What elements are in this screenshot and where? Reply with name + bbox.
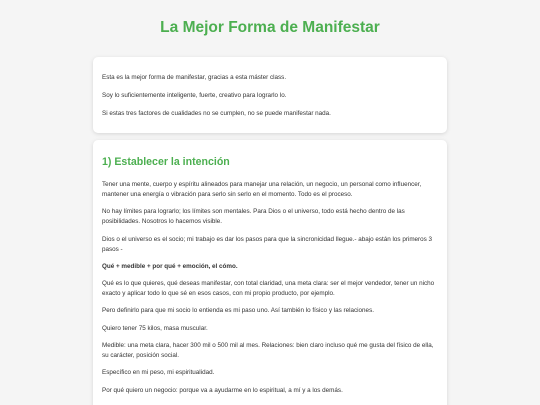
section-paragraph: No hay límites para lograrlo; los límites son mentales. Para Dios o el universo, todo está hecho dentro de las posibilidades. Nosotros lo hacemos visible. — [102, 208, 405, 226]
section-paragraph: Qué es lo que quieres, qué deseas manifestar, con total claridad, una meta clara: ser el mejor vendedor, tener un nicho exacto y aplicar todo lo que sé en esos casos, con mi propio producto, por ejemplo. — [102, 280, 435, 298]
section-card-intention — [93, 140, 447, 405]
intro-card — [93, 57, 447, 133]
intro-paragraph: Esta es la mejor forma de manifestar, gracias a esta máster class. — [102, 74, 287, 81]
section-paragraph: Específico en mi peso, mi espiritualidad. — [102, 369, 215, 377]
section-paragraph: Medible: una meta clara, hacer 300 mil o 500 mil al mes. Relaciones: bien claro incluso qué me gusta del físico de ella, su carácter, posición social. — [102, 342, 434, 360]
section-paragraph: Dios o el universo es el socio; mi trabajo es dar los pasos para que la sincronicidad llegue.- abajo están los primeros 3 pasos - — [102, 235, 433, 253]
section-paragraph: Pero definirlo para que mi socio lo entienda es mi paso uno. Así también lo físico y las relaciones. — [102, 307, 374, 315]
formula-paragraph: Qué + medible + por qué + emoción, el cómo. — [102, 262, 238, 270]
section-paragraph: Por qué quiero un negocio: porque va a ayudarme en lo espiritual, a mí y a los demás. — [102, 386, 343, 394]
section-paragraph: Tener una mente, cuerpo y espíritu alineados para manejar una relación, un negocio, un personal como influencer, mantener una energía o vibración para serlo sin serlo en el momento. Todo es el proceso. — [102, 181, 422, 198]
intro-paragraph: Soy lo suficientemente inteligente, fuerte, creativo para lograrlo lo. — [102, 91, 287, 99]
page-title: La Mejor Forma de Manifestar — [160, 19, 380, 36]
section-paragraph: Quiero tener 75 kilos, masa muscular. — [102, 324, 208, 332]
section-heading: 1) Establecer la intención — [102, 156, 230, 168]
intro-paragraph: Si estas tres factores de cualidades no se cumplen, no se puede manifestar nada. — [102, 109, 331, 117]
